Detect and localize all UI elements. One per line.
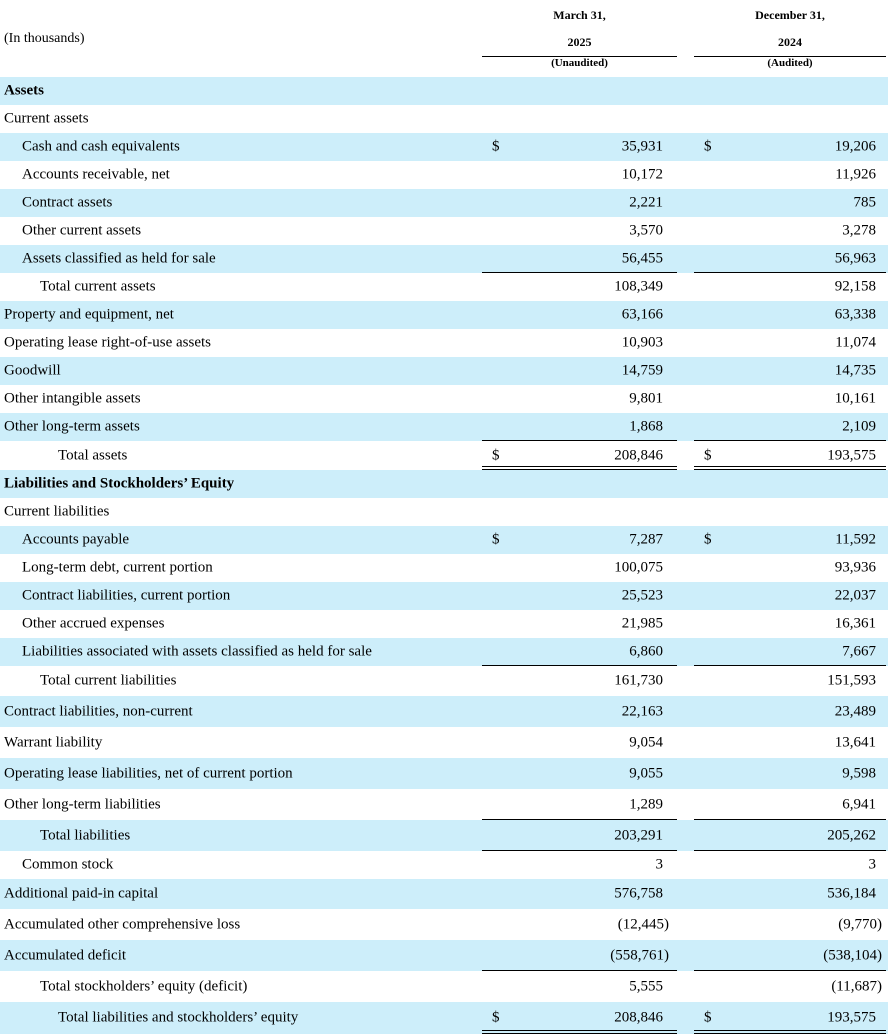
table-row	[0, 498, 888, 526]
row-label: Current assets	[4, 110, 89, 127]
row-label: Liabilities associated with assets classified as held for sale	[22, 643, 372, 660]
value-dec-2024: 6,941	[842, 796, 876, 812]
currency-symbol: $	[704, 447, 712, 463]
row-label: Accumulated deficit	[4, 947, 127, 963]
value-mar-2025: 10,903	[621, 334, 663, 351]
row-label: Other long-term liabilities	[4, 796, 161, 812]
row-label: Operating lease liabilities, net of current portion	[4, 765, 293, 781]
value-mar-2025: 108,349	[614, 278, 663, 295]
row-label: Total stockholders’ equity (deficit)	[40, 978, 248, 994]
table-row	[0, 301, 888, 329]
row-label: Accumulated other comprehensive loss	[4, 916, 241, 932]
value-dec-2024: (538,104)	[823, 947, 882, 963]
table-row	[0, 245, 888, 273]
row-label: Contract liabilities, current portion	[22, 587, 231, 604]
value-dec-2024: 536,184	[827, 885, 876, 902]
currency-symbol: $	[704, 1009, 712, 1026]
table-row	[0, 526, 888, 554]
table-row	[0, 357, 888, 385]
value-mar-2025: 161,730	[614, 672, 663, 689]
row-label: Warrant liability	[4, 734, 103, 750]
value-dec-2024: 11,926	[835, 166, 876, 183]
table-row	[0, 77, 888, 105]
value-mar-2025: (12,445)	[617, 916, 669, 932]
value-mar-2025: 35,931	[621, 138, 663, 155]
table-row	[0, 329, 888, 357]
value-dec-2024: 63,338	[834, 306, 876, 323]
double-underline	[694, 1030, 886, 1034]
value-mar-2025: 56,455	[621, 250, 663, 267]
col2-year: 2024	[778, 35, 802, 49]
value-dec-2024: 93,936	[834, 559, 876, 576]
value-dec-2024: 2,109	[842, 418, 876, 435]
value-dec-2024: 3	[868, 856, 876, 873]
value-mar-2025: 1,289	[629, 796, 663, 812]
currency-symbol: $	[704, 138, 712, 155]
table-row	[0, 696, 888, 727]
value-dec-2024: (11,687)	[831, 978, 882, 994]
value-mar-2025: 3	[655, 856, 663, 873]
value-dec-2024: 193,575	[827, 447, 876, 463]
currency-symbol: $	[492, 447, 500, 463]
table-row	[0, 789, 888, 820]
row-label: Property and equipment, net	[4, 306, 174, 323]
value-dec-2024: 3,278	[842, 222, 876, 239]
row-label: Other long-term assets	[4, 418, 140, 435]
row-label: Total liabilities and stockholders’ equity	[58, 1009, 299, 1026]
currency-symbol: $	[492, 1009, 500, 1026]
col1-date: March 31,	[553, 8, 606, 22]
currency-symbol: $	[492, 531, 500, 548]
row-label: Other intangible assets	[4, 390, 141, 407]
value-dec-2024: 7,667	[842, 643, 876, 660]
value-mar-2025: 576,758	[614, 885, 663, 902]
table-header	[0, 0, 888, 77]
value-dec-2024: 92,158	[834, 278, 876, 295]
value-mar-2025: 1,868	[629, 418, 663, 435]
table-row	[0, 413, 888, 441]
value-dec-2024: 22,037	[834, 587, 876, 604]
table-row	[0, 470, 888, 498]
row-label: Additional paid-in capital	[4, 885, 159, 902]
col1-year: 2025	[567, 35, 592, 49]
table-row	[0, 851, 888, 879]
row-label: Total liabilities	[40, 827, 131, 843]
table-row	[0, 820, 888, 851]
balance-sheet-table	[0, 77, 888, 1034]
table-row	[0, 727, 888, 758]
value-mar-2025: 9,055	[629, 765, 663, 781]
value-mar-2025: 25,523	[621, 587, 663, 604]
table-row	[0, 189, 888, 217]
table-row	[0, 610, 888, 638]
value-mar-2025: 9,054	[629, 734, 663, 750]
row-label: Accounts receivable, net	[22, 166, 170, 183]
value-mar-2025: 6,860	[629, 643, 663, 660]
value-dec-2024: 785	[853, 194, 876, 211]
value-mar-2025: (558,761)	[610, 947, 669, 963]
value-dec-2024: 9,598	[842, 765, 876, 781]
table-row	[0, 273, 888, 301]
col1-status: (Unaudited)	[551, 57, 608, 69]
table-row	[0, 638, 888, 666]
value-mar-2025: 7,287	[629, 531, 663, 548]
table-row	[0, 161, 888, 189]
table-row	[0, 940, 888, 971]
value-mar-2025: 5,555	[629, 978, 663, 994]
row-label: Total current liabilities	[40, 672, 177, 689]
row-label: Current liabilities	[4, 503, 110, 520]
row-label: Total assets	[58, 447, 128, 463]
value-dec-2024: 193,575	[827, 1009, 876, 1026]
value-dec-2024: 16,361	[834, 615, 876, 632]
value-mar-2025: 21,985	[621, 615, 663, 632]
row-label: Assets classified as held for sale	[22, 250, 216, 267]
table-row	[0, 971, 888, 1002]
row-label: Cash and cash equivalents	[22, 138, 180, 155]
value-mar-2025: 9,801	[629, 390, 663, 407]
value-dec-2024: 56,963	[834, 250, 876, 267]
table-row	[0, 385, 888, 413]
table-row	[0, 133, 888, 161]
value-dec-2024: 23,489	[834, 703, 876, 719]
value-mar-2025: 14,759	[621, 362, 663, 379]
table-row	[0, 105, 888, 133]
table-row	[0, 758, 888, 789]
row-label: Other current assets	[22, 222, 142, 239]
value-mar-2025: 203,291	[614, 827, 663, 843]
col2-status: (Audited)	[767, 57, 813, 69]
row-label: Liabilities and Stockholders’ Equity	[4, 475, 235, 492]
value-mar-2025: 3,570	[629, 222, 663, 239]
value-mar-2025: 10,172	[621, 166, 663, 183]
col2-date: December 31,	[755, 8, 825, 22]
row-label: Contract assets	[22, 194, 113, 211]
row-label: Goodwill	[4, 362, 61, 379]
table-row	[0, 909, 888, 940]
table-row	[0, 217, 888, 245]
value-dec-2024: 205,262	[827, 827, 876, 843]
value-dec-2024: 13,641	[834, 734, 876, 750]
value-dec-2024: (9,770)	[838, 916, 882, 932]
table-row	[0, 441, 888, 470]
currency-symbol: $	[492, 138, 500, 155]
row-label: Total current assets	[40, 278, 156, 295]
row-label: Accounts payable	[22, 531, 130, 548]
value-dec-2024: 19,206	[834, 138, 876, 155]
row-label: Common stock	[22, 856, 114, 873]
value-dec-2024: 14,735	[834, 362, 876, 379]
row-label: Other accrued expenses	[22, 615, 165, 632]
value-mar-2025: 208,846	[614, 447, 663, 463]
row-label: Assets	[4, 82, 44, 99]
value-mar-2025: 22,163	[621, 703, 663, 719]
units-label: (In thousands)	[4, 31, 85, 46]
table-row	[0, 1002, 888, 1034]
row-label: Contract liabilities, non-current	[4, 703, 193, 719]
row-label: Long-term debt, current portion	[22, 559, 213, 576]
currency-symbol: $	[704, 531, 712, 548]
table-row	[0, 666, 888, 696]
table-row	[0, 554, 888, 582]
value-dec-2024: 11,592	[835, 531, 876, 548]
value-dec-2024: 151,593	[827, 672, 876, 689]
value-dec-2024: 11,074	[835, 334, 876, 351]
table-row	[0, 879, 888, 909]
value-mar-2025: 208,846	[614, 1009, 663, 1026]
value-dec-2024: 10,161	[834, 390, 876, 407]
table-row	[0, 582, 888, 610]
row-label: Operating lease right-of-use assets	[4, 334, 212, 351]
value-mar-2025: 2,221	[629, 194, 663, 211]
double-underline	[482, 1030, 677, 1034]
value-mar-2025: 63,166	[621, 306, 663, 323]
value-mar-2025: 100,075	[614, 559, 663, 576]
